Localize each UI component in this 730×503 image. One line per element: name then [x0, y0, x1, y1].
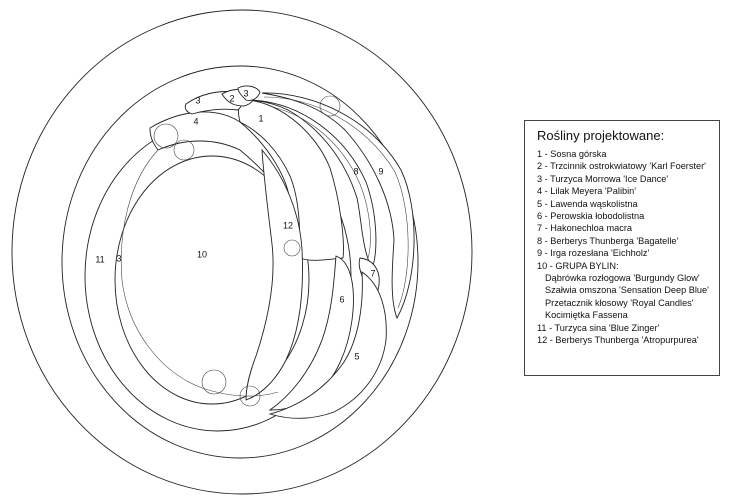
- label-1: 1: [258, 113, 264, 124]
- label-12: 12: [282, 220, 294, 231]
- label-10: 10: [196, 249, 208, 260]
- label-9: 9: [378, 166, 384, 177]
- legend-item: 7 - Hakonechloa macra: [537, 223, 632, 234]
- legend-item: 2 - Trzcinnik ostrokwiatowy 'Karl Foerster': [537, 161, 706, 172]
- legend-title: Rośliny projektowane:: [537, 128, 665, 143]
- label-4: 4: [193, 116, 199, 127]
- legend-item: 1 - Sosna górska: [537, 149, 607, 159]
- legend-item: 9 - Irga rozesłana 'Eichholz': [537, 248, 650, 259]
- label-2: 2: [229, 93, 235, 104]
- legend-item: 12 - Berberys Thunberga 'Atropurpurea': [537, 335, 699, 346]
- label-7: 7: [370, 268, 376, 279]
- label-3-ring: 3: [116, 253, 122, 264]
- label-6: 6: [339, 294, 345, 305]
- label-11: 11: [95, 254, 105, 265]
- legend-item: 5 - Lawenda wąskolistna: [537, 198, 638, 209]
- legend-list: [537, 148, 719, 347]
- label-8: 8: [353, 166, 359, 177]
- legend-subitem: Szałwia omszona 'Sensation Deep Blue': [545, 285, 709, 296]
- label-3-top-left: 3: [195, 95, 201, 106]
- legend-item: 4 - Lilak Meyera 'Palibin': [537, 186, 636, 197]
- legend-item: 10 - GRUPA BYLIN:: [537, 260, 619, 271]
- legend-item: 3 - Turzyca Morrowa 'Ice Dance': [537, 173, 669, 184]
- legend-subitem: Dąbrówka rozłogowa 'Burgundy Glow': [545, 273, 700, 284]
- label-5: 5: [354, 351, 360, 362]
- legend-subitem: Kocimiętka Fassena: [545, 310, 628, 321]
- legend-box: [524, 120, 720, 376]
- label-3-top-right: 3: [243, 88, 249, 99]
- legend-item: 8 - Berberys Thunberga 'Bagatelle': [537, 235, 679, 246]
- legend-item: 11 - Turzyca sina 'Blue Zinger': [537, 322, 660, 333]
- legend-subitem: Przetacznik kłosowy 'Royal Candles': [545, 297, 694, 308]
- legend-item: 6 - Perowskia łobodolistna: [537, 211, 645, 222]
